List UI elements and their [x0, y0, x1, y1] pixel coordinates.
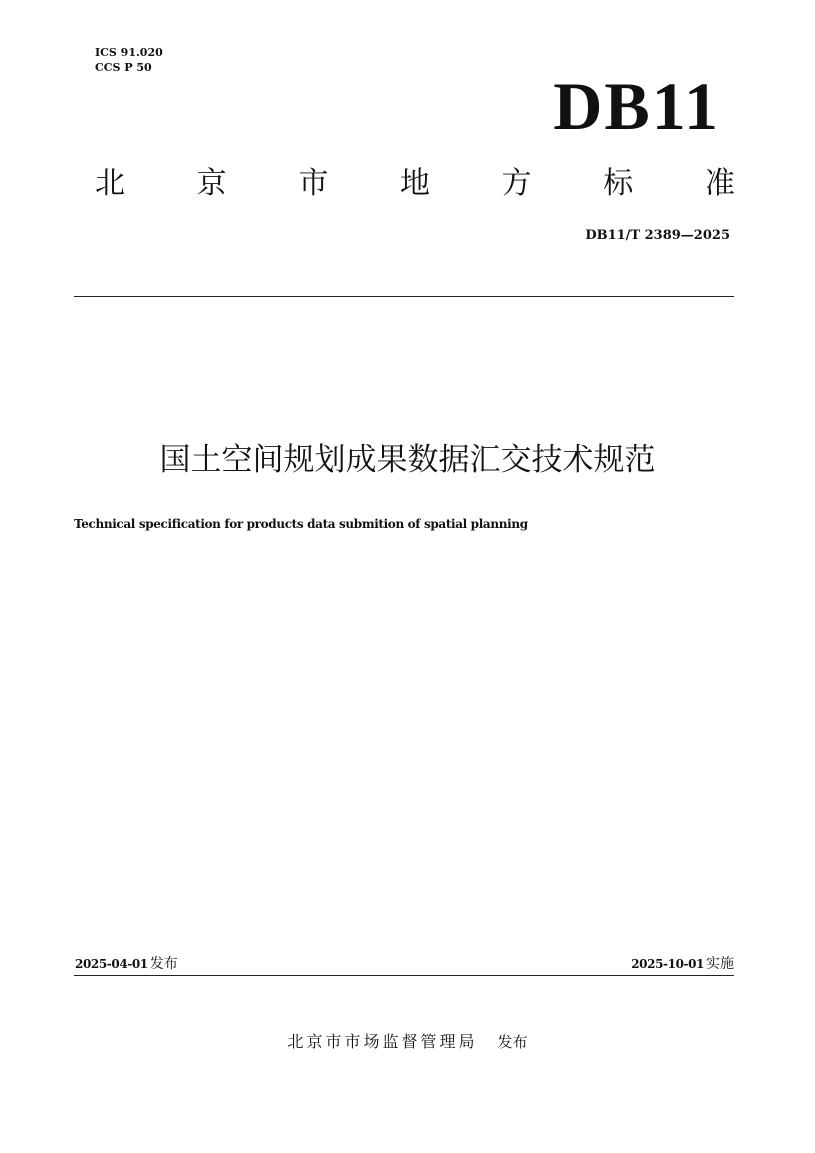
ccs-code: CCS P 50 — [95, 61, 152, 74]
standard-number: DB11/T 2389—2025 — [585, 228, 730, 243]
issue-date: 2025-04-01 — [75, 957, 148, 971]
standard-type-char: 准 — [704, 166, 735, 201]
standard-type-heading — [95, 166, 735, 202]
top-divider — [74, 296, 734, 297]
implement-label: 实施 — [706, 956, 734, 972]
issue-date-line — [75, 955, 178, 973]
db11-logo: DB11 — [553, 68, 720, 144]
ics-code: ICS 91.020 — [95, 46, 163, 59]
implement-date-line — [631, 955, 734, 973]
standard-type-char: 京 — [196, 166, 227, 201]
bottom-divider — [74, 975, 734, 976]
standard-type-char: 方 — [501, 166, 532, 201]
standard-type-char: 北 — [95, 166, 125, 201]
issuer-line — [0, 1032, 815, 1052]
implement-date: 2025-10-01 — [631, 957, 704, 971]
title-chinese: 国土空间规划成果数据汇交技术规范 — [159, 442, 656, 478]
classification-codes — [95, 45, 163, 75]
issuer-name: 北京市市场监督管理局 — [287, 1032, 478, 1051]
title-english: Technical specification for products data submition of spatial planning — [74, 517, 528, 531]
standard-type-char: 地 — [399, 166, 430, 201]
standard-type-char: 标 — [603, 166, 634, 201]
issue-label: 发布 — [149, 956, 178, 972]
issuer-label: 发布 — [497, 1033, 528, 1051]
standard-type-char: 市 — [298, 166, 329, 201]
